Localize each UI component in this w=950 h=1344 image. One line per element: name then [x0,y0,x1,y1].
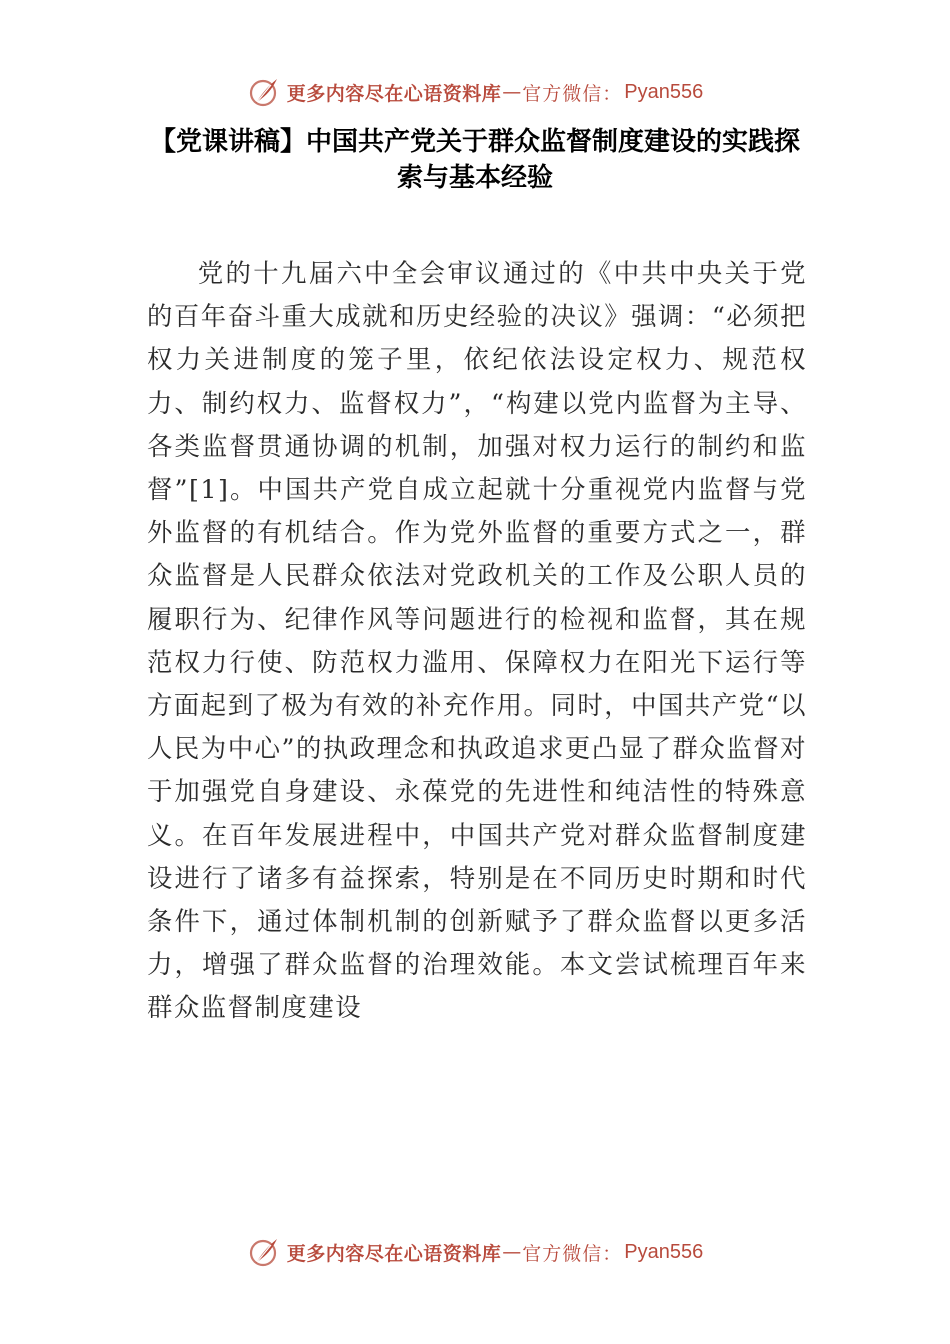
body-paragraph: 党的十九届六中全会审议通过的《中共中央关于党的百年奋斗重大成就和历史经验的决议》强调：“必须把权力关进制度的笼子里，依纪依法设定权力、规范权力、制约权力、监督权力”，“构建以党内监督为主导、各类监督贯通协调的机制，加强对权力运行的制约和监督”[1]。中国共产党自成立起就十分重视党内监督与党外监督的有机结合。作为党外监督的重要方式之一，群众监督是人民群众依法对党政机关的工作及公职人员的履职行为、纪律作风等问题进行的检视和监督，其在规范权力行使、防范权力滥用、保障权力在阳光下运行等方面起到了极为有效的补充作用。同时，中国共产党“以人民为中心”的执政理念和执政追求更凸显了群众监督对于加强党自身建设、永葆党的先进性和纯洁性的特殊意义。在百年发展进程中，中国共产党对群众监督制度建设进行了诸多有益探索，特别是在不同历史时期和时代条件下，通过体制机制的创新赋予了群众监督以更多活力，增强了群众监督的治理效能。本文尝试梳理百年来群众监督制度建设 [147,258,807,1023]
banner-text: 更多内容尽在心语资料库 [286,82,502,105]
banner-text: 更多内容尽在心语资料库 [286,1242,502,1265]
banner-wechat-id: Pyan556 [624,80,704,103]
banner-dash: — [502,1241,522,1263]
feather-quill-logo-icon [247,1235,281,1269]
banner-wechat-id: Pyan556 [624,1240,704,1263]
banner-wechat-label: 官方微信： [522,82,623,105]
banner-wechat-label: 官方微信： [522,1242,623,1265]
footer-banner [0,1232,950,1272]
header-banner [0,72,950,112]
feather-quill-logo-icon [247,75,281,109]
document-title: 【党课讲稿】中国共产党关于群众监督制度建设的实践探索与基本经验 [150,127,801,193]
banner-dash: — [502,81,522,103]
